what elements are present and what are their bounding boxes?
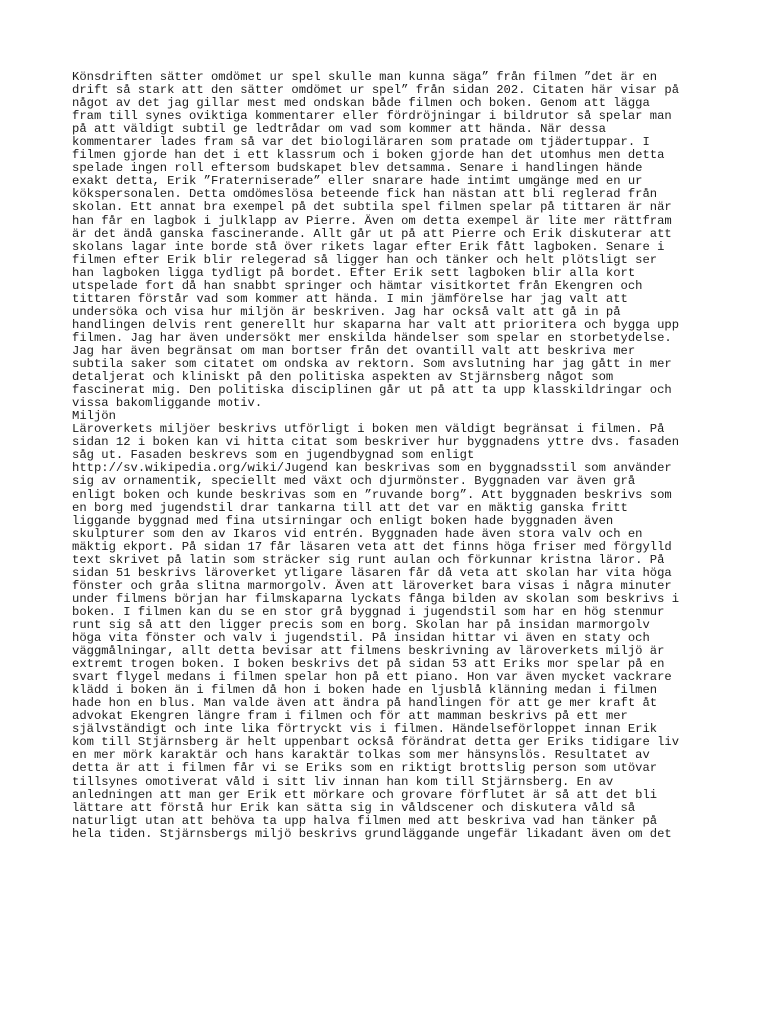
text-line: utspelade fort då han snabbt springer och hämtar visitkortet från Ekengren och — [72, 278, 643, 293]
text-line: kom till Stjärnsberg är helt uppenbart också förändrat detta ger Eriks tidigare liv — [72, 735, 680, 750]
text-line: tillsynes omotiverat våld i sitt liv innan han kom till Stjärnsberg. En av — [72, 774, 614, 789]
text-line: liggande byggnad med fina utsirningar och enligt boken hade byggnaden även — [72, 513, 614, 528]
text-line: svart flygel medans i filmen spelar hon på ett piano. Hon var även mycket vackrare — [72, 670, 672, 685]
text-line: mäktig ekport. På sidan 17 får läsaren veta att det finns höga friser med förgylld — [72, 539, 672, 554]
text-line: skolan. Ett annat bra exempel på det subtila spel filmen spelar på tittaren är när — [72, 200, 672, 215]
text-line: hela tiden. Stjärnsbergs miljö beskrivs grundläggande ungefär likadant även om det — [72, 826, 672, 841]
text-line: naturligt utan att behöva ta upp halva filmen med att beskriva vad han tänker på — [72, 813, 658, 828]
text-line: höga vita fönster och valv i jugendstil. På insidan hittar vi även en staty och — [72, 631, 650, 646]
text-line: fönster och gråa slitna marmorgolv. Även att läroverket bara visas i några minuter — [72, 578, 672, 593]
text-line: kommentarer lades fram så var det biologiläraren som pratade om tjädertuppar. I — [72, 135, 650, 150]
text-line: handlingen delvis rent generellt hur skaparna har valt att prioritera och bygga upp — [72, 317, 680, 332]
text-line: en borg med jugendstil drar tankarna till att det var en mäktig ganska fritt — [72, 500, 628, 515]
text-line: http://sv.wikipedia.org/wiki/Jugend kan beskrivas som en byggnadsstil som använder — [72, 461, 672, 476]
text-line: advokat Ekengren längre fram i filmen och för att mamman beskrivs på ett mer — [72, 709, 628, 724]
text-line: kökspersonalen. Detta omdömeslösa beteende fick han nästan att bli reglerad från — [72, 187, 658, 202]
text-line: undersöka och visa hur miljön är beskriven. Jag har också valt att gå in på — [72, 304, 621, 319]
section-heading: Miljön — [72, 409, 116, 424]
text-line: skolans lagar inte borde stå över rikets lagar efter Erik fått lagboken. Senare i — [72, 239, 665, 254]
text-line: Jag har även begränsat om man bortser från det ovantill valt att beskriva mer — [72, 343, 636, 358]
text-line: detta är att i filmen får vi se Eriks som en riktigt brottslig person som utövar — [72, 761, 658, 776]
text-line: något av det jag gillar mest med ondskan både filmen och boken. Genom att lägga — [72, 96, 650, 111]
text-line: extremt trogen boken. I boken beskrivs det på sidan 53 att Eriks mor spelar på en — [72, 657, 665, 672]
text-line: tittaren förstår vad som kommer att hända. I min jämförelse har jag valt att — [72, 291, 628, 306]
text-line: han får en lagbok i julklapp av Pierre. Även om detta exempel är lite mer rättfram — [72, 213, 672, 228]
text-line: fascinerat mig. Den politiska disciplinen går ut på att ta upp klasskildringar och — [72, 383, 672, 398]
text-line: såg ut. Fasaden beskrevs som en jugendbygnad som enligt — [72, 448, 475, 463]
text-line: väggmålningar, allt detta bevisar att filmens beskrivning av läroverkets miljö är — [72, 644, 665, 659]
text-line: subtila saker som citatet om ondska av rektorn. Som avslutning har jag gått in mer — [72, 357, 672, 372]
text-line: drift så stark att den sätter omdömet ur spel” från sidan 202. Citaten här visar på — [72, 83, 680, 98]
text-line: filmen efter Erik blir relegerad så ligger han och tänker och helt plötsligt ser — [72, 252, 658, 267]
text-line: en mer mörk karaktär och hans karaktär tolkas som mer hänsynslös. Resultatet av — [72, 748, 650, 763]
text-line: vissa bakomliggande motiv. — [72, 396, 263, 411]
text-line: text skrivet på latin som sträcker sig runt aulan och förkunnar kristna läror. På — [72, 552, 665, 567]
text-line: Läroverkets miljöer beskrivs utförligt i boken men väldigt begränsat i filmen. På — [72, 422, 665, 437]
text-line: filmen. Jag har även undersökt mer enskilda händelser som spelar en storbetydelse. — [72, 330, 672, 345]
text-line: runt sig så att den ligger precis som en borg. Skolan har på insidan marmorgolv — [72, 617, 650, 632]
text-line: exakt detta, Erik ”Fraterniserade” eller snarare hade intimt umgänge med en ur — [72, 174, 643, 189]
text-line: fram till synes oviktiga kommentarer eller fördröjningar i bildrutor så spelar man — [72, 109, 672, 124]
text-line: självständigt och inte lika förtryckt vis i filmen. Händelseförloppet innan Erik — [72, 722, 658, 737]
text-line: lättare att förstå hur Erik kan sätta sig in våldscener och diskutera våld så — [72, 800, 636, 815]
text-line: är det ändå ganska fascinerande. Allt går ut på att Pierre och Erik diskuterar att — [72, 226, 672, 241]
text-line: anledningen att man ger Erik ett mörkare och grovare förflutet är så att det bli — [72, 787, 658, 802]
text-line: sidan 51 beskrivs läroverket ytligare läsaren får då veta att skolan har vita höga — [72, 565, 672, 580]
document-body-text — [72, 71, 712, 841]
text-line: sidan 12 i boken kan vi hitta citat som beskriver hur byggnadens yttre dvs. fasaden — [72, 435, 680, 450]
text-line: filmen gjorde han det i ett klassrum och i boken gjorde han det utomhus men detta — [72, 148, 665, 163]
text-line: klädd i boken än i filmen då hon i boken hade en ljusblå klänning medan i filmen — [72, 683, 658, 698]
text-line: på att väldigt subtil ge ledtrådar om vad som kommer att hända. När dessa — [72, 122, 606, 137]
text-line: detaljerat och kliniskt på den politiska aspekten av Stjärnsberg något som — [72, 370, 614, 385]
text-line: Könsdriften sätter omdömet ur spel skulle man kunna säga” från filmen ”det är en — [72, 70, 658, 84]
text-line: sig av ornamentik, speciellt med växt och djurmönster. Byggnaden var även grå — [72, 474, 636, 489]
text-line: enligt boken och kunde beskrivas som en ”ruvande borg”. Att byggnaden beskrivs som — [72, 487, 672, 502]
text-line: spelade ingen roll eftersom budskapet blev detsamma. Senare i handlingen hände — [72, 161, 643, 176]
text-line: hade hon en blus. Man valde även att ändra på handlingen för att ge mer kraft åt — [72, 696, 658, 711]
text-line: skulpturer som den av Ikaros vid entrén. Byggnaden hade även stora valv och en — [72, 526, 643, 541]
text-line: under filmens början har filmskaparna lyckats fånga bilden av skolan som beskrivs i — [72, 591, 680, 606]
text-line: boken. I filmen kan du se en stor grå byggnad i jugendstil som har en hög stenmur — [72, 604, 665, 619]
text-line: han lagboken ligga tydligt på bordet. Efter Erik sett lagboken blir alla kort — [72, 265, 636, 280]
